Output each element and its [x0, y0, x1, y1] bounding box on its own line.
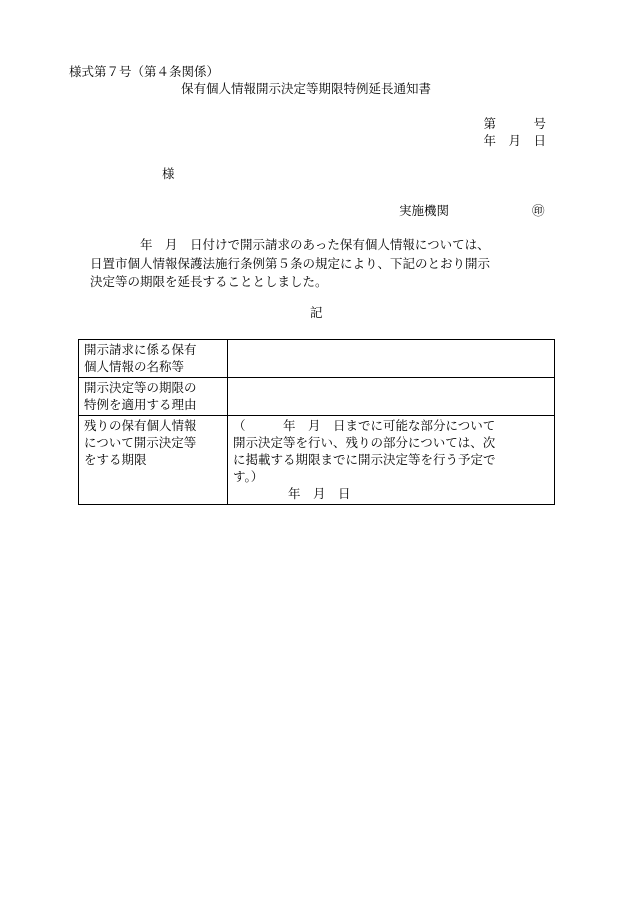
issue-date: 年 月 日: [483, 133, 546, 148]
document-number: 第 号: [483, 116, 546, 131]
document-title: 保有個人情報開示決定等期限特例延長通知書: [181, 81, 432, 96]
row-value-requested-info: [228, 340, 555, 378]
details-table: [78, 339, 555, 505]
table-row: [79, 416, 555, 505]
seal-mark: ㊞: [532, 203, 545, 218]
body-line: 日置市個人情報保護法施行条例第５条の規定により、下記のとおり開示: [90, 255, 491, 271]
row-label-requested-info: 開示請求に係る保有 個人情報の名称等: [79, 340, 228, 378]
recipient-suffix: 様: [162, 166, 175, 181]
table-row: [79, 340, 555, 378]
table-row: [79, 378, 555, 416]
row-label-deadline: 残りの保有個人情報 について開示決定等 をする期限: [79, 416, 228, 505]
deadline-date: 年 月 日: [288, 486, 351, 501]
row-value-reason: [228, 378, 555, 416]
body-paragraph: [90, 236, 556, 292]
form-number: 様式第７号（第４条関係）: [69, 64, 220, 79]
ki-heading: 記: [310, 305, 323, 320]
row-label-reason: 開示決定等の期限の 特例を適用する理由: [79, 378, 228, 416]
body-line: 年 月 日付けで開示請求のあった保有個人情報については、: [90, 237, 490, 252]
body-line: 決定等の期限を延長することとしました。: [90, 274, 328, 289]
row-value-deadline: （ 年 月 日までに可能な部分について 開示決定等を行い、残りの部分については、次 に掲載する期限までに開示決定等を行う予定で す。） 年 月 日: [228, 416, 555, 505]
issuing-agency: 実施機関: [399, 203, 450, 218]
